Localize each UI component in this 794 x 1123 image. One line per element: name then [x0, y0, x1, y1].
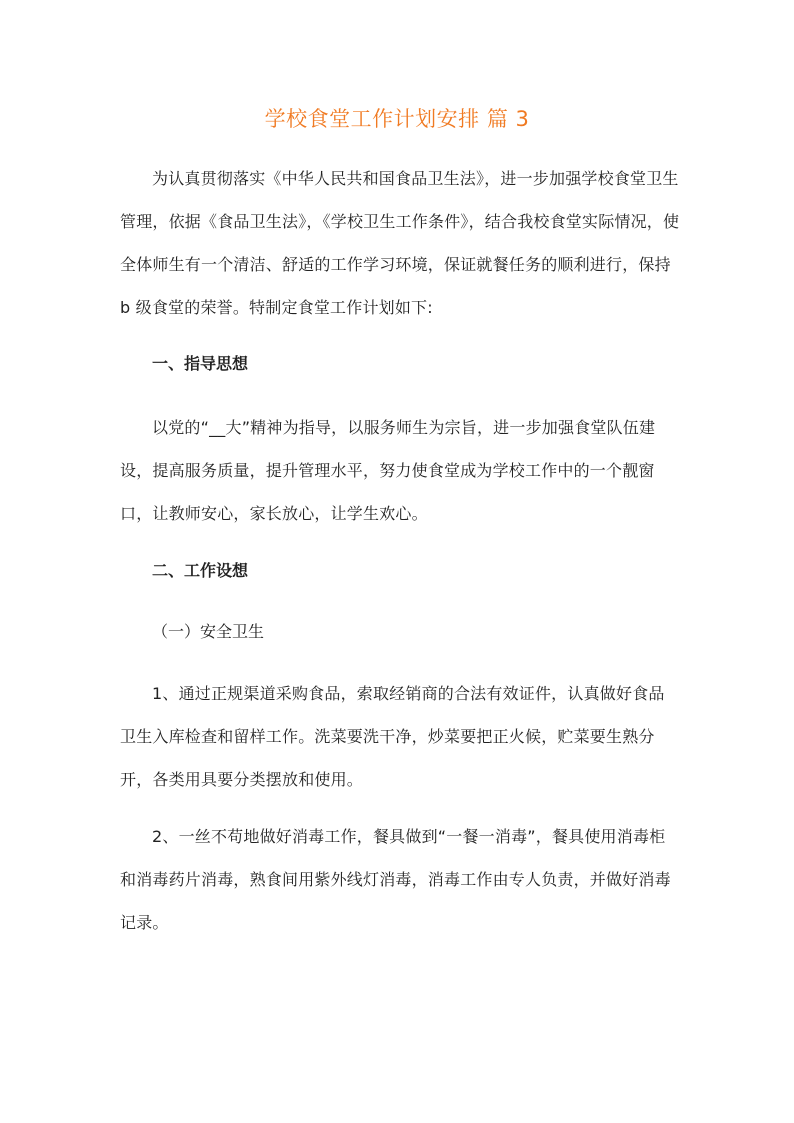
subheading-safety-hygiene: （一）安全卫生: [152, 622, 265, 641]
intro-paragraph: 为认真贯彻落实《中华人民共和国食品卫生法》，进一步加强学校食堂卫生管理，依据《食品卫生法》，《学校卫生工作条件》，结合我校食堂实际情况，使全体师生有一个清洁、舒适的工作学习环境，保证就餐任务的顺利进行，保持 b 级食堂的荣誉。特制定食堂工作计划如下:: [120, 169, 680, 317]
list-item-disinfection: 2、一丝不苟地做好消毒工作，餐具做到“一餐一消毒”，餐具使用消毒柜和消毒药片消毒，熟食间用紫外线灯消毒，消毒工作由专人负责，并做好消毒记录。: [120, 827, 671, 932]
section-heading-guiding-ideology: 一、指导思想: [152, 354, 249, 373]
guiding-ideology-paragraph: 以党的“__大”精神为指导，以服务师生为宗旨，进一步加强食堂队伍建设，提高服务质量，提升管理水平，努力使食堂成为学校工作中的一个靓窗口，让教师安心，家长放心，让学生欢心。: [120, 418, 656, 523]
list-item-purchasing: 1、通过正规渠道采购食品，索取经销商的合法有效证件，认真做好食品卫生入库检查和留样工作。洗菜要洗干净，炒菜要把正火候，贮菜要生熟分开，各类用具要分类摆放和使用。: [120, 684, 665, 789]
document-title: 学校食堂工作计划安排 篇 3: [264, 107, 530, 131]
section-heading-work-plan: 二、工作设想: [152, 561, 249, 580]
